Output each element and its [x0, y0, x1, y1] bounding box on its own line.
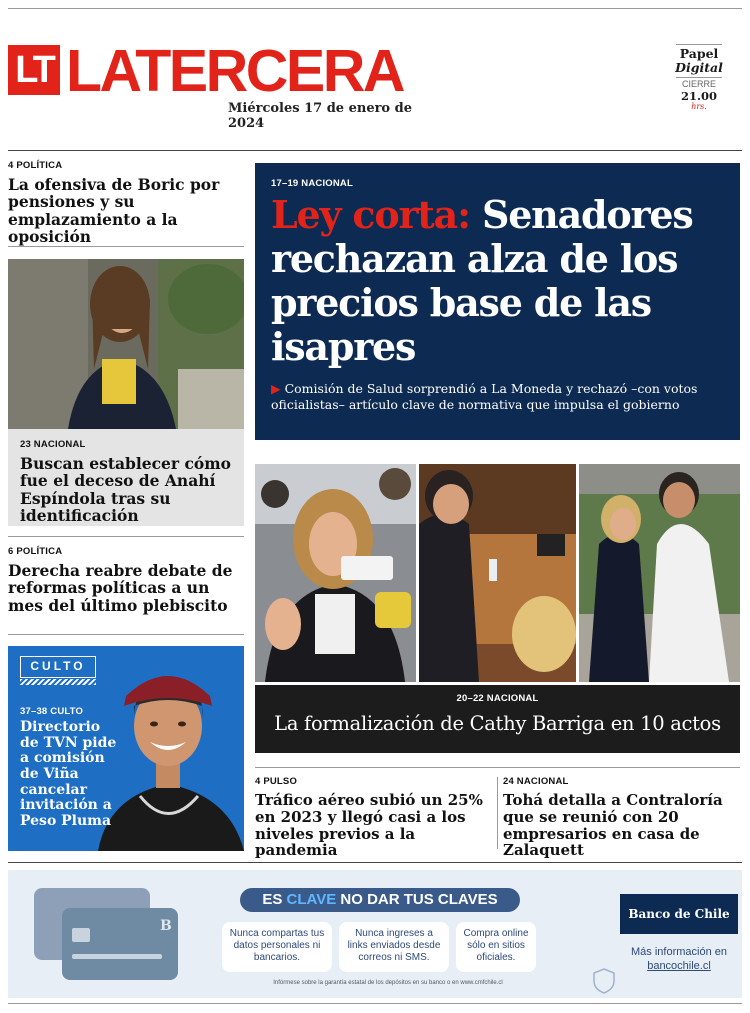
photo-story-band[interactable] — [255, 685, 740, 753]
divider — [8, 536, 244, 537]
story-kicker: 6 POLÍTICA — [8, 546, 63, 557]
culto-badge: CULTO — [20, 656, 96, 678]
cierre-unit: hrs. — [691, 102, 707, 111]
masthead-date: Miércoles 17 de enero de 2024 — [228, 101, 412, 131]
card-icon — [28, 882, 188, 982]
photo-story-headline: La formalización de Cathy Barriga en 10 actos — [274, 712, 721, 735]
photo-barriga-1-image — [255, 464, 416, 682]
ad-fine-print: Infórmese sobre la garantía estatal de los depósitos en su banco o en www.cmfchile.cl — [273, 980, 503, 986]
ad-headline-part1: ES — [262, 891, 287, 908]
lead-headline-white: Senadores rechazan alza de los precios base de las isapres — [271, 192, 693, 369]
papel-digital-box[interactable] — [672, 44, 726, 114]
culto-kicker: 37–38 CULTO — [20, 706, 84, 717]
story-headline: Buscan establecer cómo fue el deceso de Anahí Espíndola tras su identificación — [20, 454, 231, 526]
photo-barriga-2[interactable] — [419, 464, 576, 682]
triangle-icon: ▶ — [271, 381, 285, 396]
ad-tip-1: Nunca compartas tus datos personales ni bancarios. — [222, 922, 332, 972]
ad-rule — [8, 862, 742, 863]
culto-headline: Directorio de TVN pide a comisión de Viña cancelar invitación a Peso Pluma — [20, 719, 117, 830]
divider — [8, 246, 244, 247]
ad-headline-clave: CLAVE — [286, 891, 337, 908]
top-rule — [8, 8, 742, 9]
story-headline: Derecha reabre debate de reformas políticas a un mes del último plebiscito — [8, 561, 233, 615]
photo-anahi-image — [8, 259, 244, 429]
photo-barriga-3[interactable] — [579, 464, 740, 682]
digital-label: Digital — [675, 60, 723, 75]
bank-logo: Banco de Chile — [620, 894, 738, 934]
lead-headline-red: Ley corta: — [271, 192, 470, 237]
bottom-rule — [8, 1003, 742, 1004]
story-headline: Tohá detalla a Contraloría que se reunió con 20 empresarios en casa de Zalaquett — [503, 791, 723, 860]
divider — [255, 767, 740, 768]
lead-story[interactable] — [255, 163, 740, 440]
photo-barriga-3-image — [579, 464, 740, 682]
culto-promo[interactable] — [8, 646, 244, 851]
cierre-label: CIERRE — [681, 79, 716, 89]
story-kicker: 24 NACIONAL — [503, 776, 569, 787]
story-headline: Tráfico aéreo subió un 25% en 2023 y llegó casi a los niveles previos a la pandemia — [255, 791, 483, 860]
ad-more-info: Más información en — [631, 946, 727, 958]
lead-kicker: 17–19 NACIONAL — [271, 178, 353, 189]
story-toha[interactable] — [503, 776, 740, 859]
photo-story-kicker: 20–22 NACIONAL — [456, 693, 539, 704]
divider — [8, 634, 244, 635]
lead-headline — [271, 193, 724, 369]
photo-barriga-1[interactable] — [255, 464, 416, 682]
cierre-time: 21.00 — [680, 89, 717, 103]
story-anahi[interactable] — [8, 429, 244, 526]
ad-headline — [240, 888, 520, 912]
column-divider — [497, 777, 498, 849]
svg-text:B: B — [160, 918, 172, 934]
banco-chile-ad[interactable] — [8, 870, 742, 998]
lead-deck-text: Comisión de Salud sorprendió a La Moneda y rechazó –con votos oficialistas– artículo clave de normativa que impulsa el gobierno — [271, 381, 698, 412]
story-kicker: 23 NACIONAL — [20, 439, 86, 450]
ad-tip-3: Compra online sólo en sitios oficiales. — [456, 922, 536, 972]
lead-deck — [271, 381, 724, 413]
story-kicker: 4 PULSO — [255, 776, 298, 787]
ad-tip-2: Nunca ingreses a links enviados desde correos ni SMS. — [339, 922, 449, 972]
ad-url[interactable]: bancochile.cl — [647, 960, 711, 972]
ad-headline-part3: NO DAR TUS CLAVES — [336, 891, 498, 908]
photo-barriga-2-image — [419, 464, 576, 682]
culto-stripes — [20, 679, 96, 685]
masthead — [8, 38, 428, 131]
story-derecha[interactable] — [8, 546, 244, 614]
story-headline: La ofensiva de Boric por pensiones y su emplazamiento a la oposición — [8, 175, 220, 247]
story-boric[interactable] — [8, 160, 244, 245]
story-trafico[interactable] — [255, 776, 491, 859]
papel-label: Papel — [679, 46, 719, 61]
masthead-rule — [8, 150, 742, 151]
logo-text: LATERCERA — [66, 38, 403, 104]
logo-box: LT — [8, 45, 60, 95]
story-kicker: 4 POLÍTICA — [8, 160, 63, 171]
shield-icon — [593, 968, 615, 994]
photo-anahi[interactable] — [8, 259, 244, 429]
